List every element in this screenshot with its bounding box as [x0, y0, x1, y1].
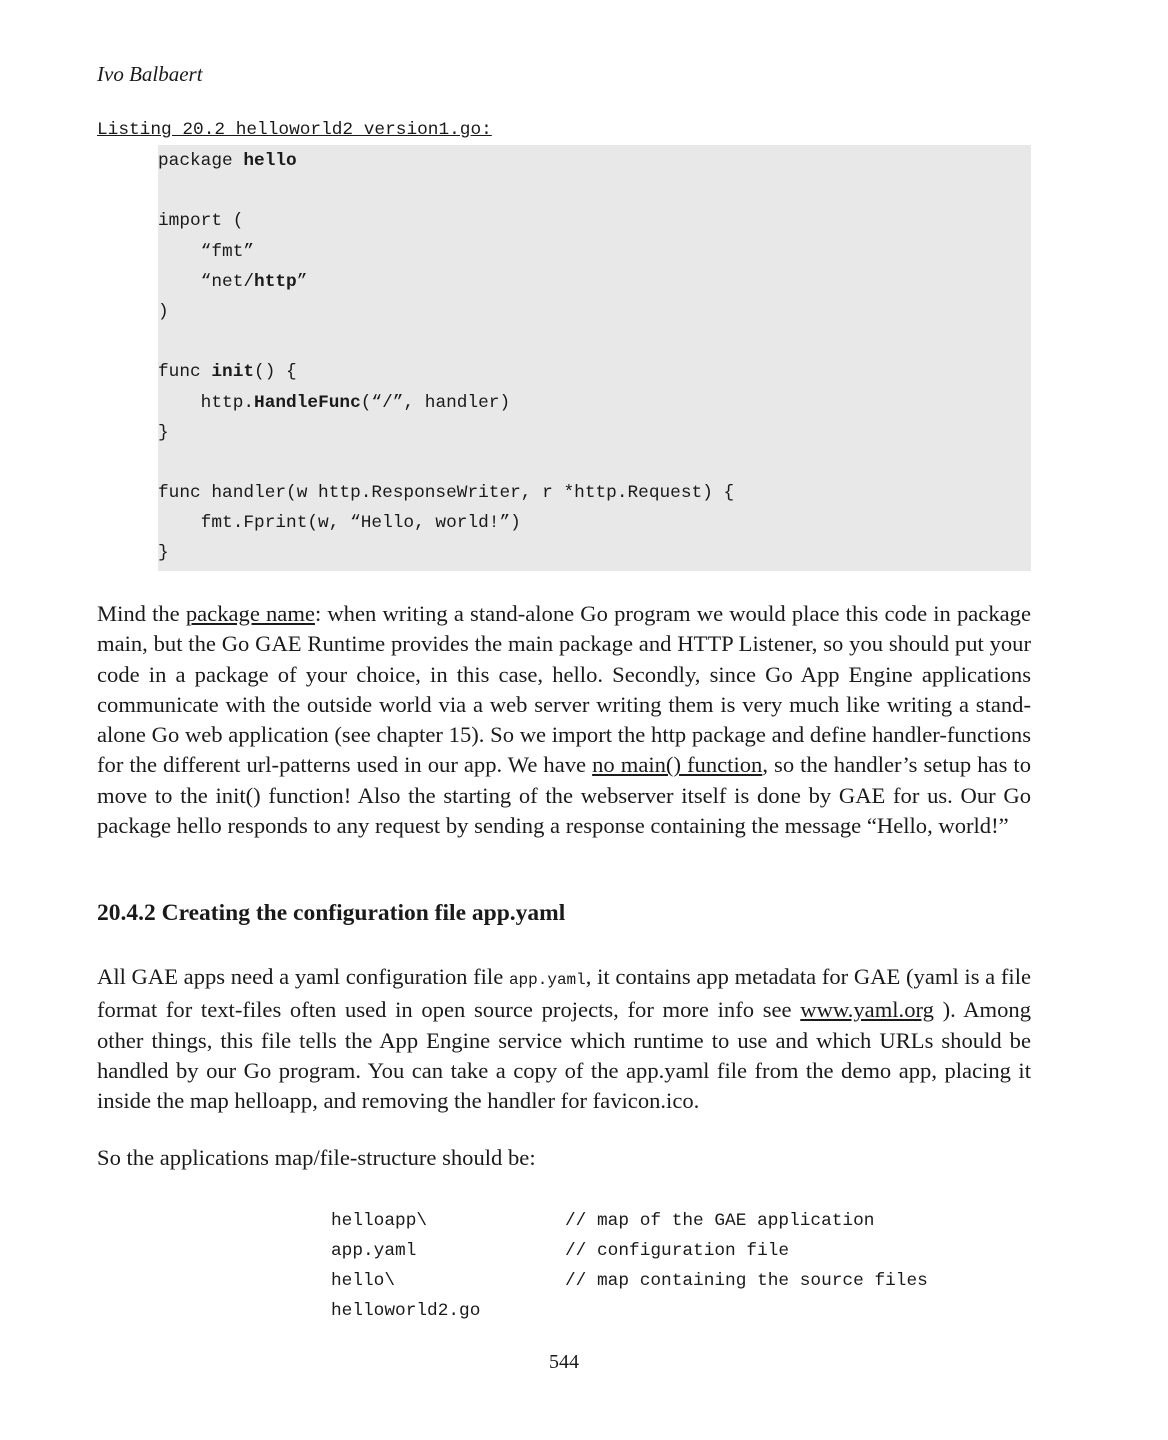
paragraph-text: All GAE apps need a yaml configuration file	[97, 964, 509, 989]
code-text: package	[158, 151, 244, 171]
code-line	[158, 146, 1031, 176]
code-keyword: hello	[243, 151, 297, 171]
code-line	[158, 478, 1031, 508]
body-paragraph-app-yaml	[97, 962, 1031, 1116]
underlined-term: no main() function	[592, 752, 763, 778]
file-structure-row	[331, 1206, 1031, 1236]
file-name: helloworld2.go	[331, 1301, 481, 1321]
section-heading: 20.4.2 Creating the configuration file app.yaml	[97, 900, 566, 926]
code-text: “net/	[158, 271, 255, 292]
code-text: )	[158, 301, 169, 322]
code-keyword: http	[254, 271, 297, 292]
code-line	[158, 388, 1031, 418]
file-comment: // map of the GAE application	[565, 1211, 875, 1231]
file-comment: // configuration file	[565, 1241, 790, 1261]
running-header-author: Ivo Balbaert	[97, 62, 203, 86]
file-structure-row	[331, 1236, 1031, 1266]
code-line	[158, 357, 1031, 387]
code-text: (“/”, handler)	[360, 392, 511, 413]
code-text: func handler(w http.ResponseWriter, r *http.Request) {	[158, 483, 735, 504]
listing-caption: Listing 20.2 helloworld2_version1.go:	[97, 120, 492, 140]
page-number: 544	[549, 1351, 579, 1373]
code-keyword: HandleFunc	[254, 392, 361, 413]
file-structure-row	[331, 1266, 1031, 1296]
code-line	[158, 206, 1031, 236]
code-line	[158, 297, 1031, 327]
code-line	[158, 237, 1031, 267]
file-name: app.yaml	[331, 1241, 417, 1261]
code-text: http.	[158, 392, 255, 413]
file-name: hello\	[331, 1271, 396, 1291]
paragraph-text: ). Among other things, this file tells the App Engine service which runtime to use and which URLs should be handled by our Go program. You can take a copy of the app.yaml file from the demo app, placing it inside the map helloapp, and removing the handler for favicon.ico.	[97, 997, 1031, 1114]
code-text: fmt.Fprint(w, “Hello, world!”)	[158, 513, 521, 534]
underlined-term: www.yaml.org	[800, 997, 934, 1023]
code-text: func	[158, 362, 212, 383]
code-text: () {	[254, 362, 297, 383]
code-text: ”	[296, 271, 308, 292]
paragraph-text: , so the handler’s setup has to move to the init() function! Also the starting of the webserver itself is done by GAE for us. Our Go package hello responds to any request by sending a response containing the message “Hello, world!”	[97, 752, 1031, 839]
body-paragraph-file-structure	[97, 1143, 1031, 1173]
file-structure-listing	[331, 1206, 1031, 1326]
code-line	[158, 538, 1031, 568]
underlined-term: package name	[185, 601, 315, 626]
code-line	[158, 508, 1031, 538]
code-block	[158, 145, 1031, 571]
code-text: import (	[158, 211, 244, 232]
file-comment: // map containing the source files	[565, 1271, 928, 1291]
code-line	[158, 267, 1031, 297]
inline-code: app.yaml	[508, 971, 586, 989]
code-keyword: init	[211, 362, 255, 383]
paragraph-text: : when writing a stand-alone Go program we would place this code in package main, but the Go GAE Runtime provides the main package and HTTP Listener, so you should put your code in a package of your choice, in this case, hello. Secondly, since Go App Engine applications communicate with the outside world via a web server writing them is very much like writing a stand-alone Go web application (see chapter 15). So we import the http package and define handler-functions for the different url-patterns used in our app. We have	[97, 601, 1031, 778]
code-text: }	[158, 422, 169, 443]
file-structure-row	[331, 1296, 1031, 1326]
code-line	[158, 327, 1031, 357]
code-line	[158, 418, 1031, 448]
code-line	[158, 176, 1031, 206]
file-name: helloapp\	[331, 1211, 428, 1231]
body-paragraph-package-name	[97, 599, 1031, 841]
code-line	[158, 448, 1031, 478]
code-text: “fmt”	[158, 241, 255, 262]
paragraph-text: , it contains app metadata for GAE (yaml is a file format for text-files often used in open source projects, for more info see	[97, 964, 1032, 1023]
paragraph-text: So the applications map/file-structure should be:	[97, 1145, 536, 1170]
code-text: }	[158, 543, 169, 564]
paragraph-text: Mind the	[97, 601, 186, 626]
